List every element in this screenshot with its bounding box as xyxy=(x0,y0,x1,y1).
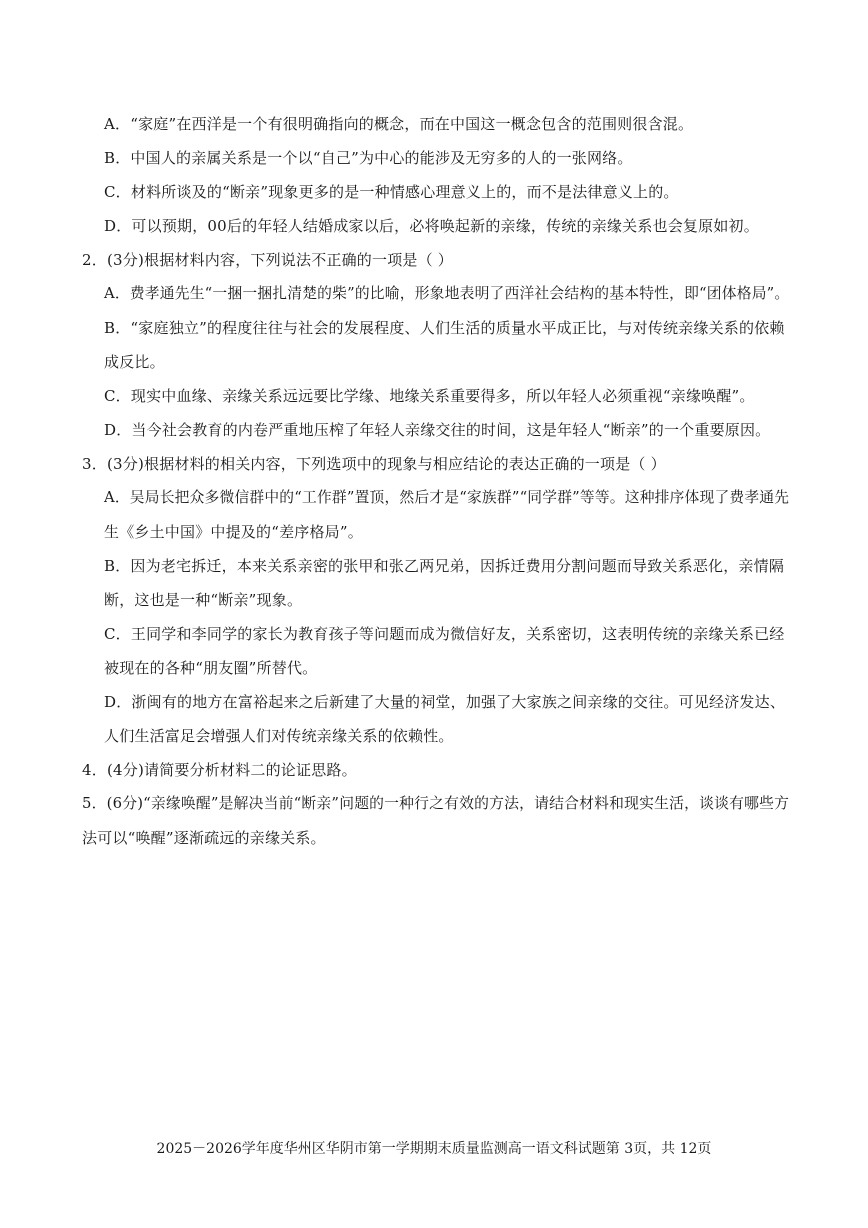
q3-option-a-line2: 生《乡土中国》中提及的“差序格局”。 xyxy=(104,523,363,541)
q3-option-d-line1: D．浙闽有的地方在富裕起来之后新建了大量的祠堂，加强了大家族之间亲缘的交往。可见经济发达、 xyxy=(104,693,786,711)
q1-option-b: B．中国人的亲属关系是一个以“自己”为中心的能涉及无穷多的人的一张网络。 xyxy=(104,149,633,167)
page-footer: 2025－2026学年度华州区华阴市第一学期期末质量监测高一语文科试题第 3页，共 12页 xyxy=(156,1141,712,1157)
q3-option-c-line2: 被现在的各种“朋友圈”所替代。 xyxy=(104,659,318,677)
q4-stem: 4．(4分)请简要分析材料二的论证思路。 xyxy=(82,761,357,779)
q1-option-d: D．可以预期，00后的年轻人结婚成家以后，必将唤起新的亲缘，传统的亲缘关系也会复原如初。 xyxy=(104,217,759,235)
q3-stem: 3．(3分)根据材料的相关内容，下列选项中的现象与相应结论的表达正确的一项是（ ） xyxy=(82,455,666,473)
q3-option-a-line1: A．吴局长把众多微信群中的“工作群”置顶，然后才是“家族群”“同学群”等等。这种排序体现了费孝通先 xyxy=(104,489,790,506)
q2-stem: 2．(3分)根据材料内容，下列说法不正确的一项是（ ） xyxy=(82,251,453,269)
q2-option-c: C．现实中血缘、亲缘关系远远要比学缘、地缘关系重要得多，所以年轻人必须重视“亲缘唤醒”。 xyxy=(104,387,755,405)
q3-option-c-line1: C．王同学和李同学的家长为教育孩子等问题而成为微信好友，关系密切，这表明传统的亲缘关系已经 xyxy=(104,625,785,643)
q3-option-b-line1: B．因为老宅拆迁，本来关系亲密的张甲和张乙两兄弟，因拆迁费用分割问题而导致关系恶化，亲情隔 xyxy=(104,557,785,575)
q5-stem-line1: 5．(6分)“亲缘唤醒”是解决当前“断亲”问题的一种行之有效的方法，请结合材料和现实生活，谈谈有哪些方 xyxy=(82,795,790,812)
q1-option-a: A．“家庭”在西洋是一个有很明确指向的概念，而在中国这一概念包含的范围则很含混。 xyxy=(104,115,694,133)
q1-option-c: C．材料所谈及的“断亲”现象更多的是一种情感心理意义上的，而不是法律意义上的。 xyxy=(104,183,679,201)
q2-option-d: D．当今社会教育的内卷严重地压榨了年轻人亲缘交往的时间，这是年轻人“断亲”的一个重要原因。 xyxy=(104,421,771,439)
q2-option-a: A．费孝通先生“一捆一捆扎清楚的柴”的比喻，形象地表明了西洋社会结构的基本特性，即“团体格局”。 xyxy=(104,285,790,302)
q3-option-d-line2: 人们生活富足会增强人们对传统亲缘关系的依赖性。 xyxy=(104,727,454,745)
q2-option-b-line1: B．“家庭独立”的程度往往与社会的发展程度、人们生活的质量水平成正比，与对传统亲缘关系的依赖 xyxy=(104,319,785,337)
q5-stem-line2: 法可以“唤醒”逐渐疏远的亲缘关系。 xyxy=(82,829,326,847)
q2-option-b-line2: 成反比。 xyxy=(104,353,165,371)
q3-option-b-line2: 断，这也是一种“断亲”现象。 xyxy=(104,591,303,609)
